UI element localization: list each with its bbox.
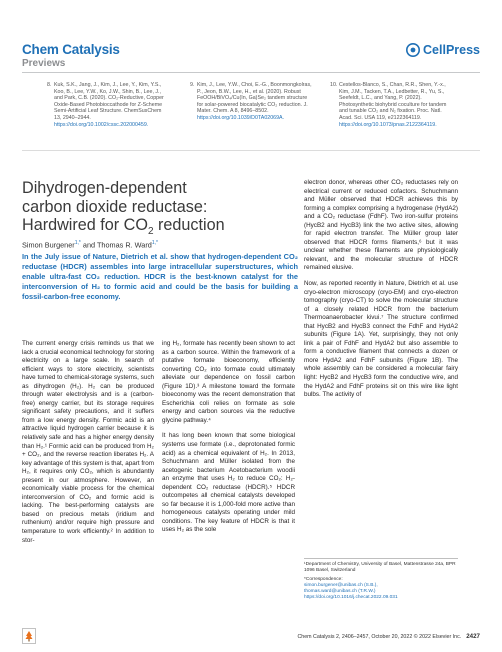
reference-doi-link[interactable]: https://doi.org/10.1039/D0TA02069A. [197, 114, 285, 121]
reference-text: Kim, J., Lee, Y.W., Choi, E.-G., Boonmongkolras, P., Jeon, B.W., Lee, H., et al. (2020). Robust FeOOH/BiVO₄/Cu(In, Ga)Se₂ tandem structure for solar-powered biocatalytic CO₂ reduction. J. Mater. Chem. A 8, 8496–8502. [197, 82, 312, 115]
reference-text: Cestellos-Blanco, S., Chan, R.R., Shen, Y.-x., Kim, J.M., Tacken, T.A., Ledbetter, R., Yu, S., Seefeldt, L.C., and Yang, P. (2022). Photosynthetic biohybrid coculture for tandem and tunable CO₂ and N₂ fixation. Proc. Natl. Acad. Sci. USA 119, e2122364119. [339, 82, 447, 121]
reference-text: Kuk, S.K., Jang, J., Kim, J., Lee, Y., Kim, Y.S., Koo, B., Lee, Y.W., Ko, J.W., Shin, B., Lee, J., and Park, C.B. (2020). CO₂-Reductive, Copper Oxide-Based Photobioccathode for Z-Scheme Semi-Artificial Leaf Structure. ChemSusChem 13, 2940–2944. [54, 82, 164, 121]
cellpress-logo[interactable] [406, 43, 480, 57]
reference-number: 8. [47, 82, 52, 88]
journal-masthead [22, 42, 120, 70]
body-column-3 [304, 179, 458, 407]
body-paragraph: Now, as reported recently in Nature, Dietrich et al. use cryo-electron microscopy (cryo-EM) and cryo-electron tomography (cryo-CT) to solve the molecular structure of a closely related HDCR from the bacterium Thermoanaerobacter kivui.⁷ The structure confirmed that HycB2 and HycB3 connect the FdhF and HydA2 subunits (Figure 1A). Yet, surprisingly, they not only link a pair of FdhF and HydA2 but also assemble to form a conductive filament that connects a dozen or more HydA2 and FdhF subunits (Figure 1B). The whole assembly can be considered a molecular fairy light: HycB2 and HycB3 form the conductive wire, and the HydA2 and FdhF proteins sit on this wire like light bulbs. The activity of [304, 280, 458, 399]
header-divider [22, 72, 480, 73]
reference-number: 10. [330, 82, 338, 88]
body-paragraph: electron donor, whereas other CO₂ reductases rely on electrical current or reduced cofactors. Schuchmann and Müller observed that HDCR achieves this by forming a complex comprising a hydrogenase (HydA2) and a CO₂ reductase (FdhF). Two iron-sulfur proteins (HycB2 and HycB3) link the two active sites, allowing for rapid electron transfer. The Müller group later observed that HDCR forms filaments,⁶ but it was unclear whether these filaments are physiologically relevant, and the molecular structure of HDCR remained elusive. [304, 179, 458, 272]
cellpress-icon [406, 43, 420, 57]
reference-item [330, 82, 455, 128]
publisher-name: CellPress [423, 43, 480, 57]
page-footer [22, 632, 480, 644]
body-column-1 [22, 340, 154, 552]
reference-number: 9. [190, 82, 195, 88]
correspondence-label: *Correspondence: [304, 577, 343, 582]
email-link[interactable]: thomas.ward@unibas.ch (T.R.W.) [304, 589, 376, 594]
author-list: Simon Burgener$^{1,*}$ and Thomas R. Ward$^{1,*}$ [22, 240, 158, 250]
reference-doi-link[interactable]: https://doi.org/10.1073/pnas.2122364119. [339, 121, 437, 128]
reference-item [47, 82, 167, 128]
citation-line [297, 633, 480, 640]
citation-text: Chem Catalysis 2, 2406–2457, October 20, 2022 © 2022 Elsevier Inc. [297, 634, 462, 640]
affiliation-footnote [304, 558, 458, 604]
author-affil-marker[interactable]: 1,* [74, 240, 81, 246]
author-affil-marker[interactable]: 1,* [151, 240, 158, 246]
reference-doi-link[interactable]: https://doi.org/10.1002/cssc.202000459. [54, 121, 149, 128]
email-link[interactable]: simon.burgener@unibas.ch (S.B.), [304, 583, 378, 588]
body-paragraph: The current energy crisis reminds us that we lack a crucial economical technology for storing electricity on a large scale. In search of efficient ways to store electricity, scientists have turned to chemical-storage systems, such as dihydrogen (H₂). H₂ can be produced through water electrolysis and is a (carbon-free) energy carrier, but its storage requires significant safety precautions, and it suffers from a low energy density. Formic acid is an attractive liquid hydrogen carrier because it is relatively safe and has a higher energy density than H₂.¹ Formic acid can be produced from H₂ + CO₂, and the reverse reaction liberates H₂. A key advantage of this system is that, apart from H₂, it requires only CO₂, which is abundantly present in our atmosphere. However, an economically viable process for the chemical interconversion of CO₂ and formic acid is lacking. The best-performing catalysts are based on precious metals (iridium and ruthenium) and/or require high pressure and temperature to work efficiently.² In addition to stor- [22, 340, 154, 544]
reference-item [190, 82, 312, 122]
affiliation-text: ¹Department of Chemistry, University of Basel, Mattenstrasse 24a, BPR 1096 Basel, Switzerland [304, 562, 456, 573]
body-paragraph: It has long been known that some biological systems use formate (i.e., deprotonated formic acid) as a chemical equivalent of H₂. In 2013, Schuchmann and Müller isolated from the acetogenic bacterium Acetobacterium woodii an enzyme that uses H₂ to reduce CO₂: H₂-dependent CO₂ reductase (HDCR).⁵ HDCR outcompetes all chemical catalysts developed so far because it is 1,000-fold more active than homogeneous catalysts operating under mild conditions. The key feature of HDCR is that it uses H₂ as the sole [162, 432, 295, 534]
body-column-2 [162, 340, 295, 542]
body-paragraph: ing H₂, formate has recently been shown to act as a carbon source. Within the framework of a putative formate bioeconomy, efficiently converting CO₂ into formate could ultimately alleviate our dependence on fossil carbon (Figure 1D).³ A milestone toward the formate bioeconomy was the recent demonstration that Escherichia coli relies on formate as sole energy and carbon sources via the reductive glycine pathway.⁴ [162, 340, 295, 424]
article-title: Dihydrogen-dependent carbon dioxide reductase: Hardwired for $CO_2$ reduction [22, 179, 225, 238]
page-number: 2427 [466, 633, 480, 640]
section-label: Previews [22, 58, 66, 69]
references-divider [22, 150, 480, 151]
author-name[interactable]: Thomas R. Ward [96, 240, 152, 250]
journal-name[interactable]: Chem Catalysis [22, 42, 120, 57]
doi-link[interactable]: https://doi.org/10.1016/j.checat.2022.09.031 [304, 595, 398, 600]
abstract: In the July issue of Nature, Dietrich et al. show that hydrogen-dependent CO₂ reductase (HDCR) assembles into large intracellular superstructures, which enable ultra-fast CO₂ reduction. HDCR is the best-known catalyst for the interconversion of H₂ to formic acid and could be the basis for building a fossil-carbon-free economy. [22, 252, 298, 301]
correspondence-block [304, 577, 458, 601]
author-name[interactable]: Simon Burgener [22, 240, 75, 250]
elsevier-logo-icon [22, 628, 36, 644]
